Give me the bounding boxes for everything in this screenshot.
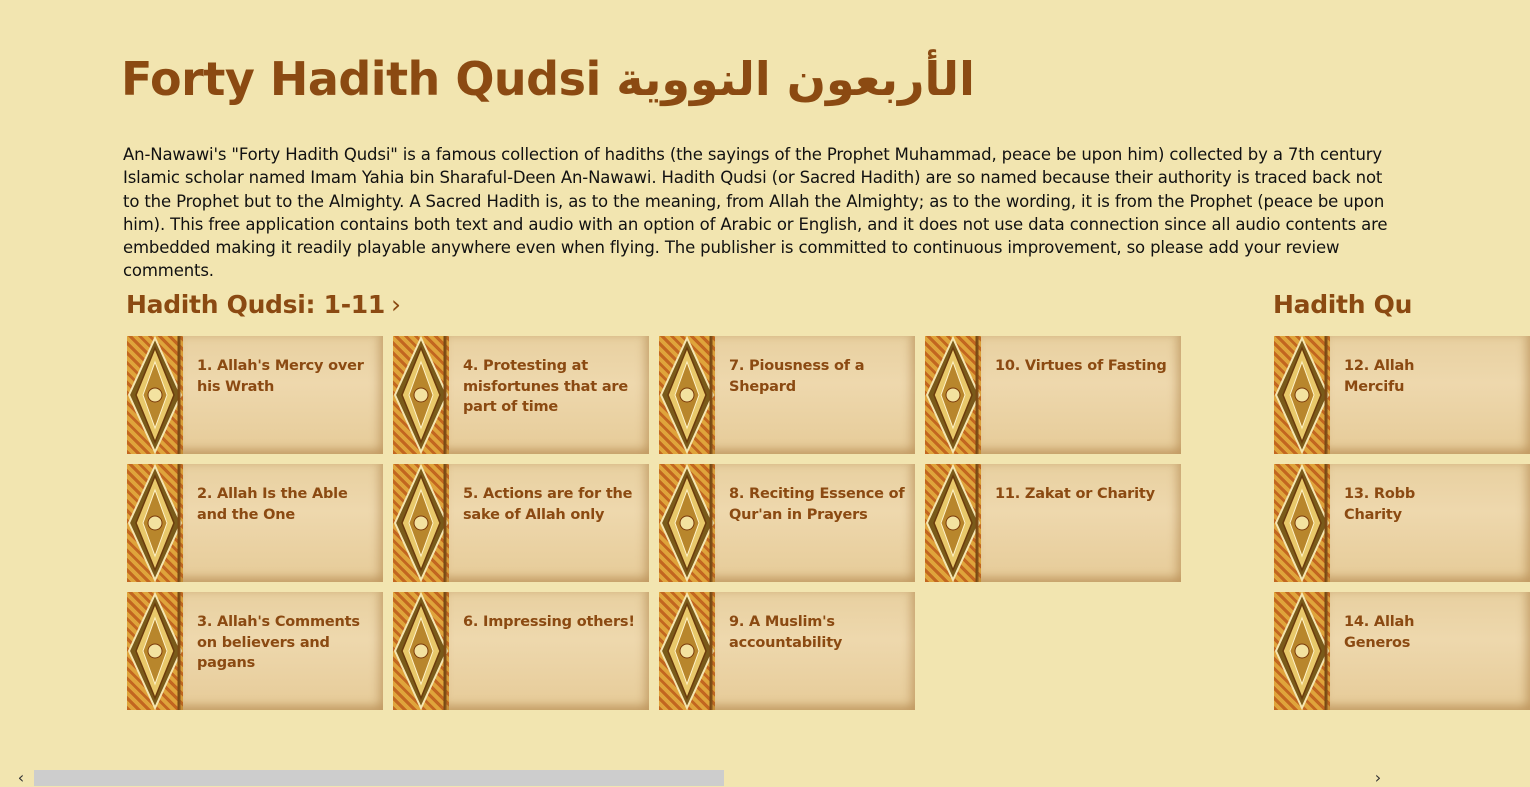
hadith-tile-label-line: Mercifu — [1344, 378, 1405, 395]
hadith-tile-5[interactable] — [393, 464, 649, 582]
diamond-ornament-graphic — [925, 464, 981, 582]
app-description: An-Nawawi's "Forty Hadith Qudsi" is a famous collection of hadiths (the sayings of the Prophet Muhammad, peace be upon him) collected by a 7th century Islamic scholar named Imam Yahia bin Sharaful-Deen An-Nawawi. Hadith Qudsi (or Sacred Hadith) are so named because their authority is traced back not to the Prophet but to the Almighty. A Sacred Hadith is, as to the meaning, from Allah the Almighty; as to the wording, it is from the Prophet (peace be upon him). This free application contains both text and audio with an option of Arabic or English, and it does not use data connection since all audio contents are embedded making it readily playable anywhere even when flying. The publisher is committed to continuous improvement, so please add your review comments. — [123, 145, 1388, 281]
horizontal-scrollbar[interactable] — [0, 768, 1399, 787]
scroll-right-arrow-icon[interactable]: › — [1374, 768, 1382, 787]
diamond-ornament-graphic — [393, 336, 449, 454]
diamond-ornament-graphic — [659, 592, 715, 710]
hadith-tile-10[interactable] — [925, 336, 1181, 454]
group-header-label: Hadith Qu — [1273, 290, 1413, 319]
hadith-tile-2[interactable] — [127, 464, 383, 582]
ornament-icon — [393, 336, 449, 454]
hadith-tile-label: 11. Zakat or Charity — [995, 486, 1155, 502]
ornament-icon — [127, 464, 183, 582]
hadith-tile-label-line: 12. Allah — [1344, 358, 1415, 374]
ornament-icon — [393, 464, 449, 582]
hadith-tile-label — [1344, 612, 1526, 653]
ornament-icon — [1274, 336, 1330, 454]
hadith-tile-11[interactable] — [925, 464, 1181, 582]
hadith-tile-label — [1344, 356, 1526, 397]
hadith-tile-label: 9. A Muslim's accountability — [729, 614, 843, 651]
hadith-tile-label: 4. Protesting at misfortunes that are part of time — [463, 358, 629, 415]
diamond-ornament-graphic — [659, 336, 715, 454]
diamond-ornament-graphic — [393, 464, 449, 582]
hadith-tile-7[interactable] — [659, 336, 915, 454]
ornament-icon — [925, 464, 981, 582]
ornament-icon — [659, 336, 715, 454]
diamond-ornament-graphic — [1274, 336, 1330, 454]
hadith-tile-label: 2. Allah Is the Able and the One — [197, 486, 348, 523]
diamond-ornament-graphic — [925, 336, 981, 454]
diamond-ornament-graphic — [1274, 464, 1330, 582]
hadith-tile-3[interactable] — [127, 592, 383, 710]
hadith-tile-8[interactable] — [659, 464, 915, 582]
hadith-tile-4[interactable] — [393, 336, 649, 454]
chevron-right-icon: › — [390, 290, 401, 319]
diamond-ornament-graphic — [127, 336, 183, 454]
ornament-icon — [1274, 592, 1330, 710]
ornament-icon — [127, 592, 183, 710]
diamond-ornament-graphic — [393, 592, 449, 710]
hadith-tile-label-line: Charity — [1344, 506, 1402, 523]
hadith-tile-13[interactable] — [1274, 464, 1530, 582]
group-header-label: Hadith Qudsi: 1-11 — [126, 290, 385, 319]
hadith-tile-9[interactable] — [659, 592, 915, 710]
scroll-left-arrow-icon[interactable]: ‹ — [17, 768, 25, 787]
group-header-12[interactable] — [1273, 290, 1412, 319]
hadith-tile-label: 6. Impressing others! — [463, 614, 635, 630]
hadith-tile-label: 8. Reciting Essence of Qur'an in Prayers — [729, 486, 905, 523]
hadith-tile-label: 5. Actions are for the sake of Allah only — [463, 486, 633, 523]
diamond-ornament-graphic — [127, 464, 183, 582]
hadith-tile-label — [1344, 484, 1526, 525]
hadith-tile-label-line: 13. Robb — [1344, 486, 1416, 502]
diamond-ornament-graphic — [127, 592, 183, 710]
scrollbar-thumb[interactable] — [34, 770, 724, 786]
hadith-tile-12[interactable] — [1274, 336, 1530, 454]
diamond-ornament-graphic — [659, 464, 715, 582]
diamond-ornament-graphic — [1274, 592, 1330, 710]
hadith-tile-label-line: Generos — [1344, 634, 1411, 651]
ornament-icon — [393, 592, 449, 710]
ornament-icon — [659, 592, 715, 710]
ornament-icon — [925, 336, 981, 454]
hadith-tile-1[interactable] — [127, 336, 383, 454]
group-header-1-11[interactable] — [126, 290, 401, 319]
hadith-tile-label-line: 14. Allah — [1344, 614, 1415, 630]
ornament-icon — [659, 464, 715, 582]
hadith-tile-6[interactable] — [393, 592, 649, 710]
hadith-tile-label: 7. Piousness of a Shepard — [729, 358, 865, 395]
hadith-tile-label: 10. Virtues of Fasting — [995, 358, 1167, 374]
hadith-tile-label: 1. Allah's Mercy over his Wrath — [197, 358, 364, 395]
ornament-icon — [1274, 464, 1330, 582]
hadith-tile-label: 3. Allah's Comments on believers and pagans — [197, 614, 360, 671]
hadith-tile-14[interactable] — [1274, 592, 1530, 710]
app-title: Forty Hadith Qudsi الأربعون النووية — [121, 52, 975, 106]
ornament-icon — [127, 336, 183, 454]
